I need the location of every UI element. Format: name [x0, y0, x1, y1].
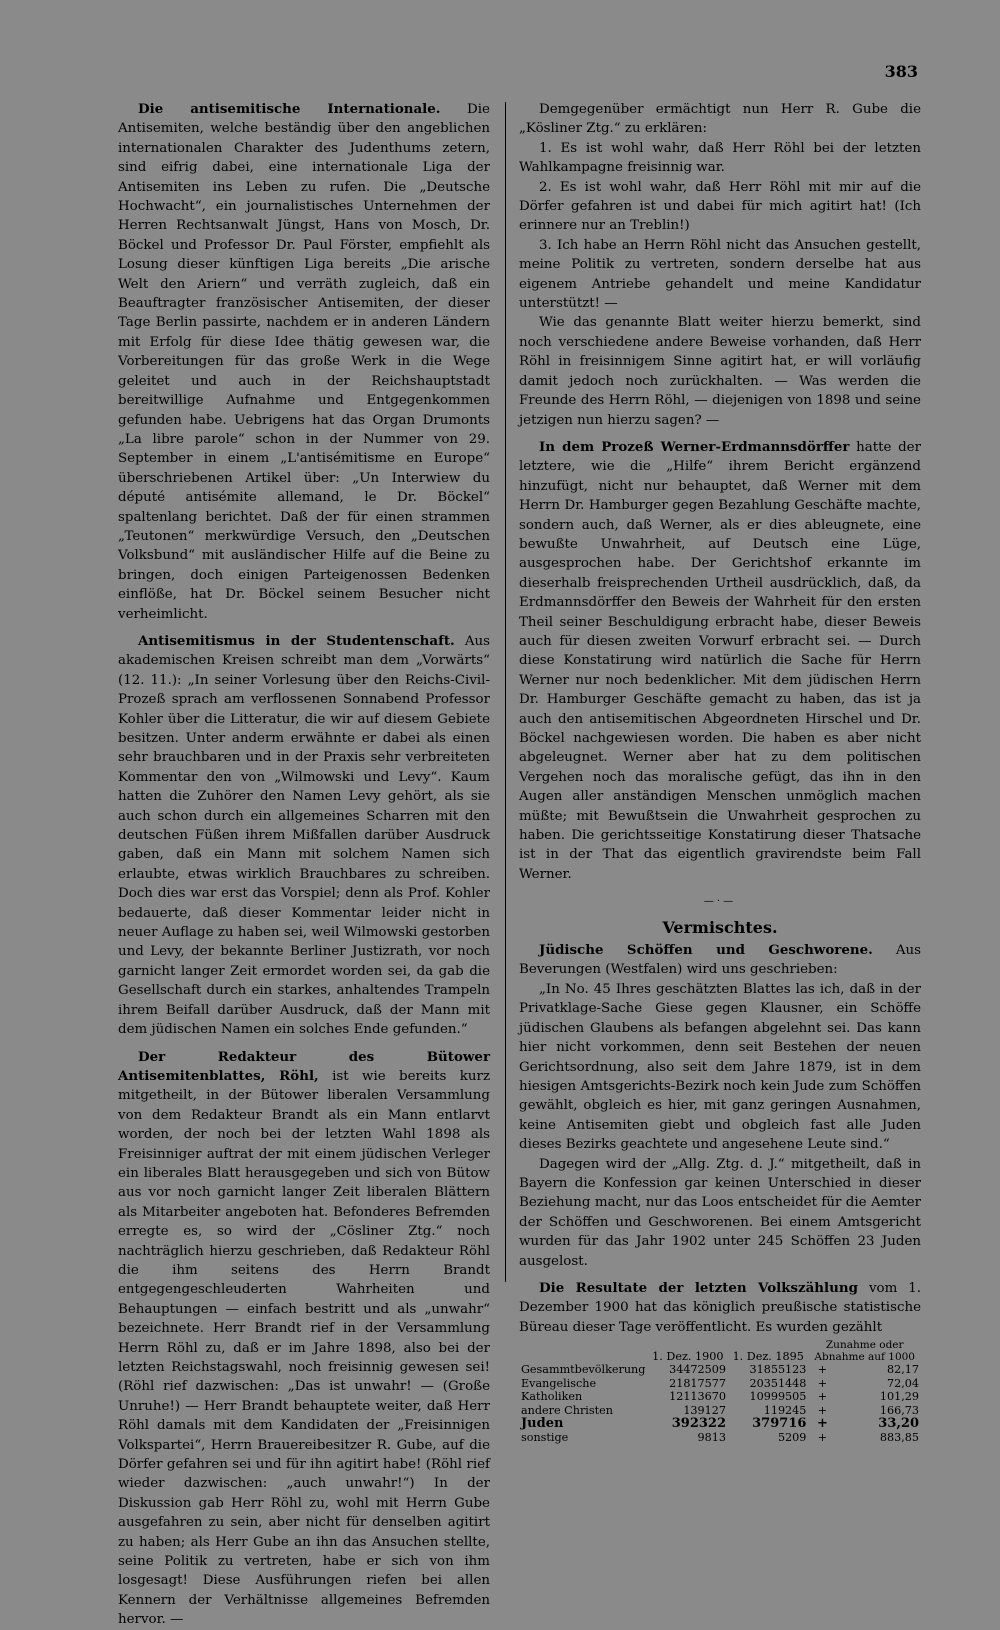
census-label: Gesammtbevölkerung [521, 1363, 646, 1377]
article-body: ist wie bereits kurz mitgetheilt, in der Bütower liberalen Versammlung von dem Redakteur Brandt als ein Mann entlarvt worden, der noch bei der letzten Wahl 1898 als Freisinniger auftrat der mit einem jüdischen Verleger ein liberales Blatt herausgegeben und sich von Bütow aus vor noch garnicht langer Zeit liberalen Blättern als Mitarbeiter angeboten hat. Befonderes Befremden erregte es, so wird der „Cösliner Ztg.“ noch nachträglich hierzu geschrieben, daß Redakteur Röhl die ihm seitens des Herrn Brandt entgegengeschleuderten Wahrheiten und Behauptungen — einfach bestritt und als „unwahr“ bezeichnete. Herr Brandt rief in der Versammlung Herrn Röhl zu, daß er im Jahre 1898, also bei der letzten Reichstagswahl, noch freisinnig gewesen sei! (Röhl rief dazwischen: „Das ist unwahr! — (Große Unruhe!) — Herr Brandt behauptete weiter, daß Herr Röhl damals mit dem Kandidaten der „Freisinnigen Volkspartei“, Herrn Brauereibesitzer R. Gube, auf die Dörfer gefahren sei und für ihn agitirt habe! (Röhl rief wieder dazwischen: „auch unwahr!“) In der Diskussion gab Herr Röhl zu, wohl mit Herrn Gube ausgefahren zu sein, aber nicht für denselben agitirt zu haben; als Herr Gube an ihn das Ansuchen stellte, seine Politik zu vertreten, habe er sich von ihm losgesagt! Diese Ausführungen riefen bei allen Kennern der Verhältnisse allgemeines Befremden hervor. — [118, 1068, 490, 1628]
article-body: Aus akademischen Kreisen schreibt man dem „Vorwärts“ (12. 11.): „In seiner Vorlesung über den Reichs-Civil-Prozeß sprach am verflossenen Sonnabend Professor Kohler über die Litteratur, die wir auf diesem Gebiete besitzen. Unter anderm erwähnte er dabei als einen sehr brauchbaren und in der Praxis sehr verbreiteten Kommentar den von „Wilmowski und Levy“. Kaum hatten die Zuhörer den Namen Levy gehört, als sie auch schon durch ein allgemeines Scharren mit den deutschen Füßen ihrem Mißfallen darüber Ausdruck gaben, daß ein Mann mit solchem Namen sich erlaubte, etwas wirklich Brauchbares zu schreiben. Doch dies war erst das Vorspiel; denn als Prof. Kohler bedauerte, daß dieser Kommentar leider nicht in neuer Auflage zu haben sei, weil Wilmowski gestorben und Levy, der bekannte Berliner Justizrath, vor noch garnicht langer Zeit ermordet worden sei, da gab die Gesellschaft durch ein starkes, anhaltendes Trampeln ihrem Beifall darüber Ausdruck, daß der Mann mit dem jüdischen Namen ein solches Ende gefunden.“ [118, 633, 490, 1038]
census-label: andere Christen [521, 1403, 613, 1417]
table-row [519, 1431, 921, 1445]
census-sign: + [817, 1430, 828, 1444]
article-heading: Die antisemitische Internationale. [138, 101, 441, 117]
census-col-1895: 1. Dez. 1895 [732, 1349, 804, 1363]
table-row [519, 1390, 921, 1404]
article-heading: Die Resultate der letzten Volkszählung [539, 1279, 858, 1296]
article-body: Aus Beverungen (Westfalen) wird uns geschrieben: [519, 943, 921, 978]
page-number: 383 [884, 62, 918, 81]
census-change: 72,04 [886, 1376, 919, 1390]
gube-followup: Wie das genannte Blatt weiter hierzu bemerkt, sind noch verschiedene andere Beweise vorhanden, daß Herr Röhl in freisinnigem Sinne agitirt hat, er will vorläufig damit jedoch noch zurückhalten. — Was werden die Freunde des Herrn Röhl, — diejenigen von 1898 und seine jetzigen nun hierzu sagen? — [519, 315, 921, 428]
article-jewish-jurors [519, 941, 921, 980]
census-label: Katholiken [521, 1390, 583, 1404]
census-sign: + [817, 1363, 828, 1377]
census-label: Juden [521, 1416, 564, 1432]
census-value-1900: 139127 [683, 1403, 727, 1417]
census-value-1895: 5209 [777, 1430, 807, 1444]
article-werner-trial [519, 438, 921, 884]
article-heading: In dem Prozeß Werner-Erdmannsdörffer [539, 438, 850, 455]
article-heading: Der Redakteur des Bütower Antisemitenblattes, Röhl, [118, 1048, 490, 1084]
right-column [519, 100, 921, 1444]
census-label: Evangelische [521, 1376, 597, 1390]
article-student-antisemitism [118, 632, 490, 1040]
article-body: vom 1. Dezember 1900 hat das königlich preußische statistische Büreau dieser Tage veröffentlicht. Es wurden gezählt [519, 1280, 921, 1335]
gube-point-3: 3. Ich habe an Herrn Röhl nicht das Ansuchen gestellt, meine Politik zu vertreten, sondern derselbe hat aus eigenem Antriebe gehandelt und meine Kandidatur unterstützt! — [519, 237, 921, 312]
article-census [519, 1279, 921, 1337]
census-change: 33,20 [878, 1416, 919, 1432]
census-col-1900: 1. Dez. 1900 [652, 1349, 724, 1363]
article-body: hatte der letztere, wie die „Hilfe“ ihrem Bericht ergänzend hinzufügt, nicht nur behauptet, daß Werner mit dem Herrn Dr. Hamburger gegen Bezahlung Geschäfte machte, sondern auch, daß Werner, als er dies ableugnete, eine bewußte Unwahrheit, auf Deutsch eine Lüge, ausgesprochen habe. Der Gerichtshof erkannte im dieserhalb freisprechenden Urtheil ausdrücklich, daß, da Erdmannsdörffer den Beweis der Wahrheit für den ersten Theil seiner Beschuldigung erbracht habe, dieser Beweis auch für diesen zweiten Vorwurf erbracht sei. — Durch diese Konstatirung wird natürlich die Sache für Herrn Werner nur noch bedenklicher. Mit dem jüdischen Herrn Dr. Hamburger Geschäfte gemacht zu haben, das ist ja auch den antisemitischen Abgeordneten Hirschel und Dr. Böckel nachgewiesen worden. Die haben es aber nicht abgeleugnet. Werner aber hat zu dem politischen Vergehen noch das moralische gefügt, das ihn in den Augen aller anständigen Menschen unmöglich machen müßte; mit Bewußtsein die Unwahrheit gesprochen zu haben. Die gerichtsseitige Konstatirung dieser Thatsache ist in der That das eigentlich gravirendste beim Fall Werner. [519, 439, 921, 882]
jurors-bavaria: Dagegen wird der „Allg. Ztg. d. J.“ mitgetheilt, daß in Bayern die Konfession gar keinen Unterschied in dieser Beziehung macht, nur das Loos entscheidet für die Aemter der Schöffen und Geschworenen. Bei einem Amtsgericht wurden für das Jahr 1902 unter 245 Schöffen 23 Juden ausgelost. [519, 1156, 921, 1269]
census-value-1900: 12113670 [669, 1390, 727, 1404]
article-heading: Jüdische Schöffen und Geschworene. [539, 942, 873, 959]
column-divider [505, 102, 506, 1282]
census-value-1895: 10999505 [749, 1390, 807, 1404]
article-buetow-editor [118, 1048, 490, 1630]
census-label: sonstige [521, 1430, 569, 1444]
article-heading: Antisemitismus in der Studentenschaft. [138, 632, 455, 649]
table-row [519, 1404, 921, 1418]
census-value-1895: 31855123 [749, 1363, 807, 1377]
gube-point-2: 2. Es ist wohl wahr, daß Herr Röhl mit mir auf die Dörfer gefahren ist und dabei für mich agitirt hat! (Ich erinnere nur an Treblin!) [519, 179, 921, 234]
census-change: 883,85 [879, 1430, 919, 1444]
table-row [519, 1377, 921, 1391]
census-value-1900: 34472509 [669, 1363, 727, 1377]
census-value-1895: 119245 [763, 1403, 807, 1417]
census-change: 101,29 [879, 1390, 919, 1404]
census-value-1900: 9813 [697, 1430, 727, 1444]
table-row [519, 1417, 921, 1431]
section-title: Vermischtes. [662, 917, 778, 937]
jurors-quote: „In No. 45 Ihres geschätzten Blattes las ich, daß in der Privatklage-Sache Giese gegen Klausner, ein Schöffe jüdischen Glaubens als befangen abgelehnt sei. Das kann hier nicht vorkommen, denn seit Bestehen der neuen Gerichtsordnung, also seit dem Jahre 1879, ist in dem hiesigen Amtsgerichts-Bezirk noch kein Jude zum Schöffen gewählt, obgleich es hier, mit ganz geringen Ausnahmen, keine Antisemiten giebt und obgleich fast alle Juden dieses Bezirks geachtete und angesehene Leute sind.“ [519, 981, 921, 1153]
census-value-1895: 379716 [752, 1416, 807, 1432]
census-value-1900: 392322 [671, 1416, 727, 1432]
article-antisemitic-international [118, 100, 490, 624]
census-change: 166,73 [879, 1403, 919, 1417]
table-row [519, 1363, 921, 1377]
census-value-1895: 20351448 [749, 1376, 807, 1390]
census-change: 82,17 [886, 1363, 919, 1377]
census-sign: + [817, 1403, 828, 1417]
census-table [519, 1339, 921, 1444]
census-col-change: Zunahme oder Abnahme auf 1000 [814, 1339, 915, 1364]
census-sign: + [817, 1390, 828, 1404]
gube-point-1: 1. Es ist wohl wahr, daß Herr Röhl bei der letzten Wahlkampagne freisinnig war. [519, 140, 921, 176]
census-sign: + [817, 1416, 828, 1432]
census-header-row [519, 1339, 921, 1363]
left-column [118, 100, 490, 1630]
gube-statement-intro: Demgegenüber ermächtigt nun Herr R. Gube die „Kösliner Ztg.“ zu erklären: [519, 102, 921, 137]
census-body [519, 1363, 921, 1444]
census-sign: + [817, 1376, 828, 1390]
section-separator: —·— [703, 896, 737, 908]
article-body: Die Antisemiten, welche beständig über den angeblichen internationalen Charakter des Judenthums zetern, sind eifrig dabei, eine internationale Liga der Antisemiten ins Leben zu rufen. Die „Deutsche Hochwacht“, ein journalistisches Unternehmen der Herren Rechtsanwalt Jüngst, Hans von Mosch, Dr. Böckel und Professor Dr. Paul Förster, empfiehlt als Losung dieser künftigen Liga bereits „Die arische Welt den Ariern“ und verräth zugleich, daß ein Beauftragter französischer Antisemiten, der dieser Tage Berlin passirte, nachdem er in anderen Ländern mit Erfolg für diese Idee thätig gewesen war, die Vorbereitungen für das große Werk in die Wege geleitet und auch in der Reichshauptstadt bereitwillige Aufnahme und Entgegenkommen gefunden habe. Uebrigens hat das Organ Drumonts „La libre parole“ schon in der Nummer von 29. September in einem „L'antisémitisme en Europe“ überschriebenen Artikel über: „Un Interwiew du député antisémite allemand, le Dr. Böckel“ spaltenlang berichtet. Daß der für einen strammen „Teutonen“ merkwürdige Versuch, den „Deutschen Volksbund“ mit ausländischer Hilfe auf die Beine zu bringen, doch einigen Parteigenossen Bedenken einflöße, hat Dr. Böckel seinem Besucher nicht verheimlicht. [118, 102, 490, 622]
census-value-1900: 21817577 [669, 1376, 727, 1390]
